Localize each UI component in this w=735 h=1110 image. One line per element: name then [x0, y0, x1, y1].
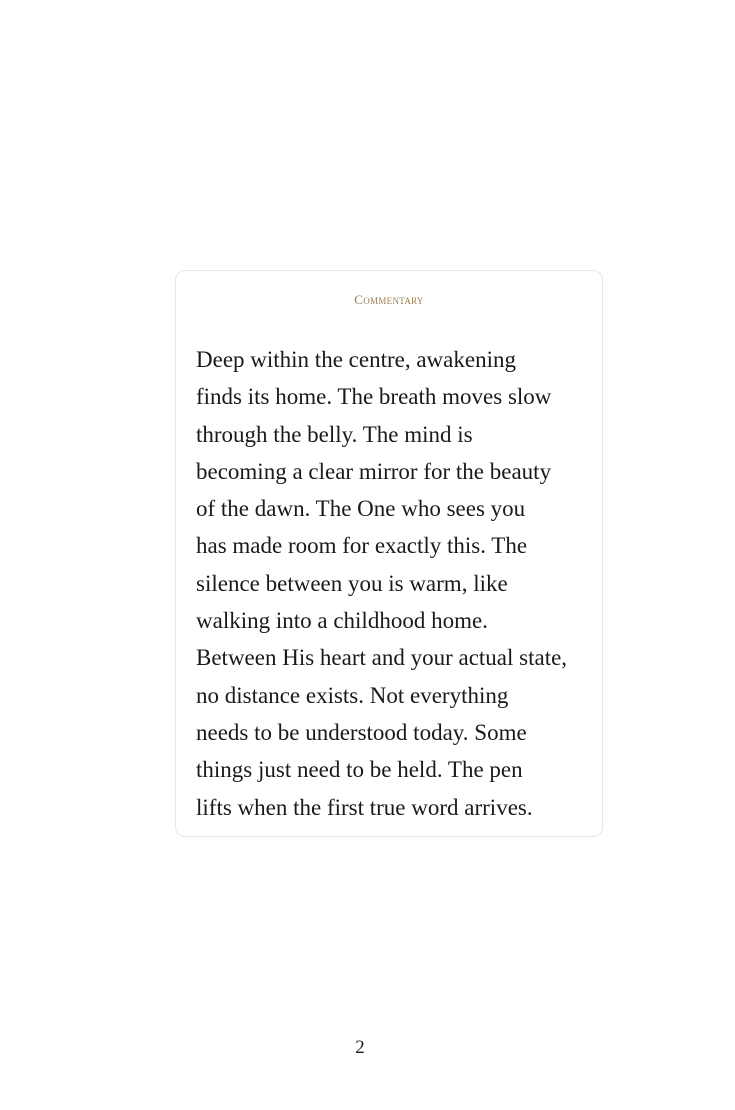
page-number: 2 [355, 1037, 365, 1058]
commentary-card [175, 270, 603, 837]
commentary-text: Deep within the centre, awakening finds its home. The breath moves slow through the belly. The mind is becoming a clear mirror for the beauty of the dawn. The One who sees you has made room for exactly this. The silence between you is warm, like walking into a childhood home. Between His heart and your actual state, no distance exists. Not everything needs to be understood today. Some things just need to be held. The pen lifts when the first true word arrives. [196, 347, 568, 820]
card-section-label: Commentary [354, 292, 424, 307]
